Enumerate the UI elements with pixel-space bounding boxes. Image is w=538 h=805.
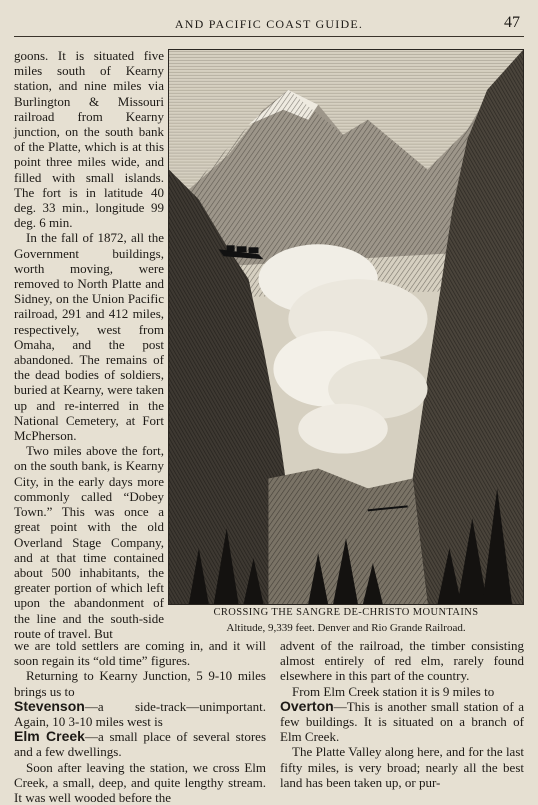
engraving-image bbox=[169, 50, 523, 604]
running-title: AND PACIFIC COAST GUIDE. bbox=[174, 17, 364, 31]
engraving-mountain-pass bbox=[168, 49, 524, 605]
overton-description: —This is another small station of a few buildings. It is situated on a branch of Elm Creek. bbox=[280, 698, 524, 745]
bottom-left-column bbox=[14, 638, 267, 805]
paragraph-kearny-city: Two miles above the fort, on the south bank, is Kearny City, in the early days more commonly called “Dobey Town.” This was once a great point with the old Overland Stage Company, and at that time contained about 500 inhabitants, the greater portion of which left upon the abandonment of the line and the south-side route of travel. But bbox=[14, 443, 164, 641]
paragraph-platte-valley: The Platte Valley along here, and for the last fifty miles, is very broad; nearly all the best land has been taken up, or pur- bbox=[280, 744, 524, 790]
stevenson-description: —a side-track—unimportant. Again, 10 3-10 miles west is bbox=[14, 698, 266, 730]
illustration-caption-title: CROSSING THE SANGRE DE-CHRISTO MOUNTAINS bbox=[213, 607, 479, 618]
place-elm-creek: Elm Creek bbox=[14, 728, 85, 745]
illustration-caption-subtitle: Altitude, 9,339 feet. Denver and Rio Grande Railroad. bbox=[226, 622, 466, 634]
paragraph-stevenson bbox=[14, 699, 266, 729]
page-number: 47 bbox=[504, 14, 520, 31]
paragraph-fort-location: goons. It is situated five miles south of Kearny station, and nine miles via Burlington & Missouri railroad from Kearny junction, on the south bank of the Platte, which is at this point three miles wide, and filled with small islands. The fort is in latitude 40 deg. 33 min., longitude 99 deg. 6 min. bbox=[14, 48, 164, 231]
paragraph-railroad-advent: advent of the railroad, the timber consisting almost entirely of red elm, rarely found elsewhere in this part of the country. bbox=[280, 638, 524, 684]
left-narrow-column bbox=[14, 48, 164, 641]
paragraph-to-overton: From Elm Creek station it is 9 miles to bbox=[292, 683, 495, 699]
paragraph-fort-abandoned: In the fall of 1872, all the Government buildings, worth moving, were removed to North Platte and Sidney, on the Union Pacific railroad, 291 and 412 miles, respectively, west from Omaha, and the post abandoned. The remains of the dead bodies of soldiers, buried at Kearny, were taken up and re-interred in the National Cemetery, at Fort McPherson. bbox=[14, 230, 164, 444]
page-header bbox=[14, 14, 524, 37]
paragraph-settlers: we are told settlers are coming in, and it will soon regain its “old time” figures. bbox=[14, 638, 266, 669]
paragraph-elm-creek bbox=[14, 729, 266, 759]
paragraph-returning: Returning to Kearny Junction, 5 9-10 miles brings us to bbox=[14, 668, 266, 699]
paragraph-crossing-elm-creek: Soon after leaving the station, we cross Elm Creek, a small, deep, and quite lengthy stream. It was well wooded before the bbox=[14, 759, 266, 805]
place-stevenson: Stevenson bbox=[14, 697, 85, 714]
paragraph-overton bbox=[280, 699, 524, 745]
elm-creek-description: —a small place of several stores and a few dwellings. bbox=[14, 729, 267, 760]
place-overton: Overton bbox=[280, 697, 334, 714]
bottom-right-column bbox=[280, 638, 524, 788]
